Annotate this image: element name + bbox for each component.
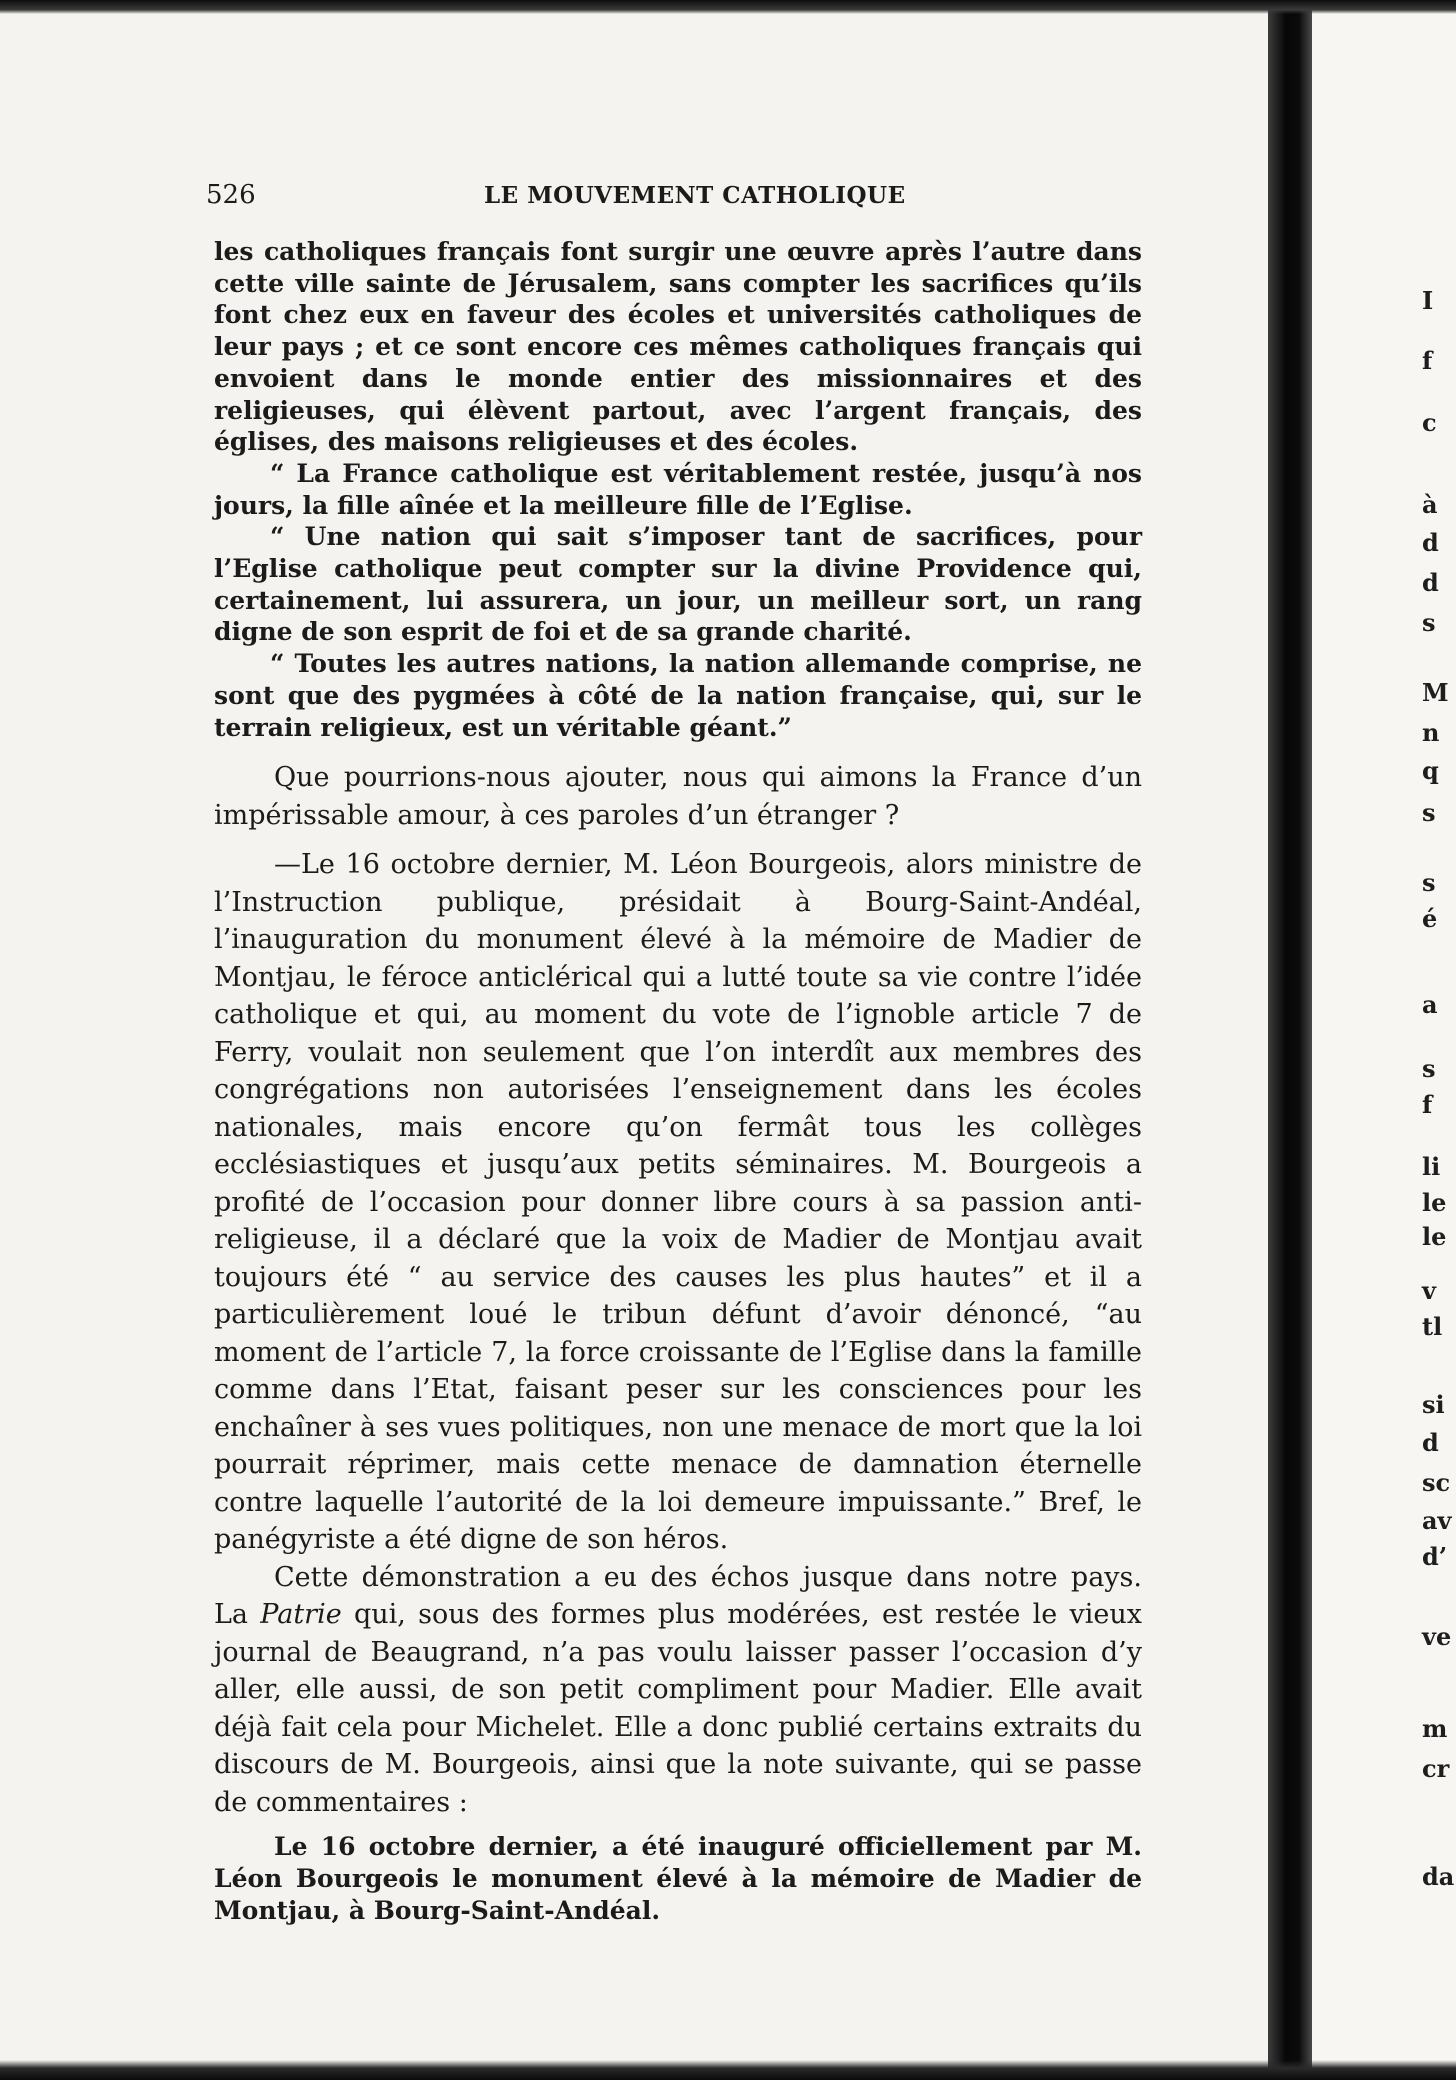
- facing-page-fragment: M: [1422, 678, 1449, 707]
- facing-page-fragment: d’: [1422, 1542, 1448, 1571]
- facing-page-fragment: c: [1422, 408, 1437, 437]
- facing-page-fragment: le: [1422, 1188, 1447, 1217]
- quote-paragraph-4: “ Toutes les autres nations, la nation allemande comprise, ne sont que des pygmées à côté de la nation française, qui, sur le terrain religieux, est un véritable géant.”: [214, 649, 1142, 742]
- facing-page-fragment: d: [1422, 528, 1439, 557]
- facing-page-fragment: cr: [1422, 1754, 1450, 1783]
- facing-page-fragment: f: [1422, 1090, 1433, 1119]
- text-block: [214, 236, 1142, 1927]
- quote-paragraph-2: “ La France catholique est véritablement restée, jusqu’à nos jours, la fille aînée et la meilleure fille de l’Eglise.: [214, 458, 1142, 520]
- facing-page-fragment: q: [1422, 756, 1439, 785]
- facing-page-fragment: s: [1422, 1054, 1436, 1083]
- facing-page-fragment: f: [1422, 346, 1433, 375]
- facing-page-fragment: n: [1422, 718, 1440, 747]
- facing-page-fragment: I: [1422, 286, 1434, 315]
- facing-page-fragment: tl: [1422, 1312, 1443, 1341]
- facing-page-fragment: si: [1422, 1390, 1445, 1419]
- facing-page-fragment: é: [1422, 904, 1438, 933]
- facing-page-fragment: av: [1422, 1506, 1452, 1535]
- facing-page-fragment: s: [1422, 868, 1436, 897]
- quote-paragraph-1: les catholiques français font surgir une œuvre après l’autre dans cette ville sainte de Jérusalem, sans compter les sacrifices qu’ils font chez eux en faveur des écoles et universités catholiques de leur pays ; et ce sont encore ces mêmes catholiques français qui envoient dans le monde entier des missionnaires et des religieuses, qui élèvent partout, avec l’argent français, des églises, des maisons religieuses et des écoles.: [214, 237, 1142, 457]
- page-number: 526: [206, 180, 256, 210]
- facing-page-fragment: da: [1422, 1862, 1455, 1891]
- facing-page-fragment: le: [1422, 1222, 1447, 1251]
- scan-bottom-edge: [0, 2060, 1456, 2080]
- scan-top-edge: [0, 0, 1456, 14]
- facing-page-fragment: s: [1422, 798, 1436, 827]
- quote-paragraph-3: “ Une nation qui sait s’imposer tant de sacrifices, pour l’Eglise catholique peut compter sur la divine Providence qui, certainement, lui assurera, un jour, un meilleur sort, un rang digne de son esprit de foi et de sa grande charité.: [214, 522, 1142, 647]
- facing-page-fragment: sc: [1422, 1468, 1451, 1497]
- closing-quote: Le 16 octobre dernier, a été inauguré officiellement par M. Léon Bourgeois le monument élevé à la mémoire de Madier de Montjau, à Bourg-Saint-Andéal.: [214, 1832, 1142, 1926]
- facing-page-fragment: d: [1422, 568, 1439, 597]
- body-paragraph-2: —Le 16 octobre dernier, M. Léon Bourgeois, alors ministre de l’Instruction publique, présidait à Bourg-Saint-Andéal, l’inauguration du monument élevé à la mémoire de Madier de Montjau, le féroce anticlérical qui a lutté toute sa vie contre l’idée catholique et qui, au moment du vote de l’ignoble article 7 de Ferry, voulait non seulement que l’on interdît aux membres des congrégations non autorisées l’enseignement dans les écoles nationales, mais encore qu’on fermât tous les collèges ecclésiastiques et jusqu’aux petits séminaires. M. Bourgeois a profité de l’occasion pour donner libre cours à sa passion anti-religieuse, il a déclaré que la voix de Madier de Montjau avait toujours été “ au service des causes les plus hautes” et il a particulièrement loué le tribun défunt d’avoir dénoncé, “au moment de l’article 7, la force croissante de l’Eglise dans la famille comme dans l’Etat, faisant peser sur les consciences pour les enchaîner à ses vues politiques, non une menace de mort que la loi pourrait réprimer, mais cette menace de damnation éternelle contre laquelle l’autorité de la loi demeure impuissante.” Bref, le panégyriste a été digne de son héros.: [214, 849, 1142, 1556]
- body-paragraph-3: [214, 1559, 1142, 1822]
- patrie-title: Patrie: [260, 1599, 342, 1631]
- running-head: [206, 180, 1136, 210]
- patrie-after: qui, sous des formes plus modérées, est restée le vieux journal de Beaugrand, n’a pas voulu laisser passer l’occasion d’y aller, elle aussi, de son petit compliment pour Madier. Elle avait déjà fait cela pour Michelet. Elle a donc publié certains extraits du discours de M. Bourgeois, ainsi que la note suivante, qui se passe de commentaires :: [214, 1599, 1142, 1818]
- facing-page-fragment: à: [1422, 490, 1438, 519]
- running-title: LE MOUVEMENT CATHOLIQUE: [484, 182, 906, 209]
- facing-page-fragment: a: [1422, 990, 1438, 1019]
- facing-page-fragment: ve: [1422, 1622, 1452, 1651]
- facing-page-fragment: s: [1422, 608, 1436, 637]
- body-paragraph-1: Que pourrions-nous ajouter, nous qui aimons la France d’un impérissable amour, à ces paroles d’un étranger ?: [214, 762, 1142, 831]
- book-gutter: [1268, 0, 1312, 2080]
- facing-page-fragment: d: [1422, 1428, 1439, 1457]
- facing-page-fragment: v: [1422, 1276, 1436, 1305]
- facing-page-fragment: m: [1422, 1714, 1448, 1743]
- facing-page-fragment: li: [1422, 1152, 1441, 1181]
- patrie-before: Cette démonstration a eu des échos jusque dans notre pays. La: [214, 1561, 1142, 1631]
